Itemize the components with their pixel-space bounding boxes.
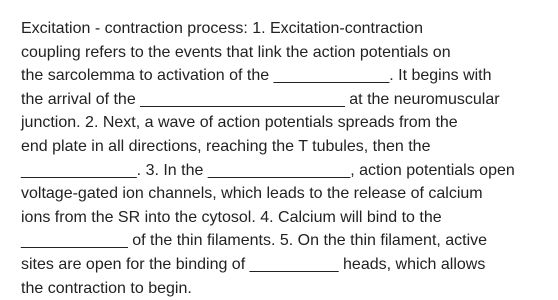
question-line: _____________. 3. In the ________________, action potentials open (21, 161, 515, 179)
question-line: ions from the SR into the cytosol. 4. Calcium will bind to the (21, 208, 442, 226)
question-line: the arrival of the _______________________ at the neuromuscular (21, 90, 500, 108)
question-line: coupling refers to the events that link the action potentials on (21, 43, 451, 61)
question-line: Excitation - contraction process: 1. Excitation-contraction (21, 20, 423, 37)
question-line: junction. 2. Next, a wave of action potentials spreads from the (21, 114, 458, 132)
question-text (21, 17, 546, 300)
question-line: sites are open for the binding of __________ heads, which allows (21, 255, 486, 273)
question-line: voltage-gated ion channels, which leads to the release of calcium (21, 185, 483, 203)
question-line: end plate in all directions, reaching the T tubules, then the (21, 137, 431, 155)
question-line: the sarcolemma to activation of the _____________. It begins with (21, 67, 492, 85)
question-line: the contraction to begin. (21, 279, 192, 297)
question-line: ____________ of the thin filaments. 5. On the thin filament, active (21, 232, 488, 250)
